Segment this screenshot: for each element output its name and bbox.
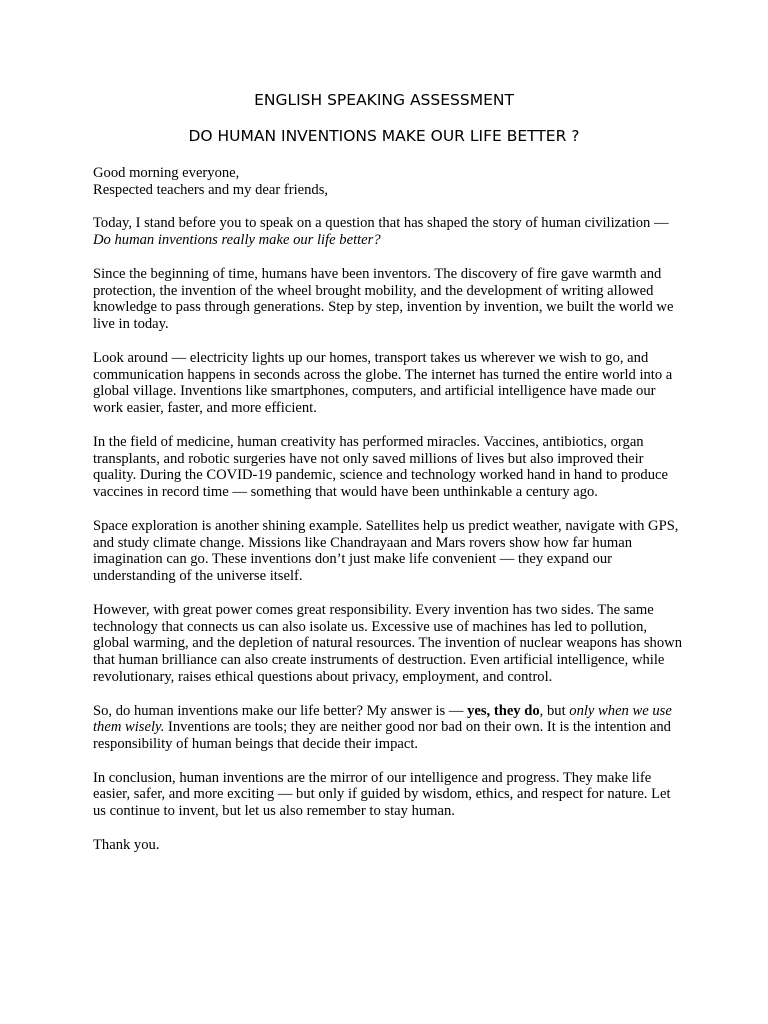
answer-italic: only when we use them wisely. <box>93 702 672 736</box>
paragraph-answer <box>93 703 683 753</box>
greeting-paragraph <box>93 165 683 199</box>
paragraph-intro-question: Do human inventions really make our life better? <box>93 232 381 249</box>
paragraph-intro-text: Today, I stand before you to speak on a question that has shaped the story of human civilization — <box>93 215 669 232</box>
closing-line: Thank you. <box>93 836 160 853</box>
answer-text-c: Inventions are tools; they are neither good nor bad on their own. It is the intention and responsibility of human beings that decide their impact. <box>93 719 671 753</box>
paragraph-space: Space exploration is another shining example. Satellites help us predict weather, navigate with GPS, and study climate change. Missions like Chandrayaan and Mars rovers show how far human imagination can go. These inventions don’t just make life convenient — they expand our understanding of the universe itself. <box>93 517 679 585</box>
answer-text-a: So, do human inventions make our life better? My answer is — <box>93 702 468 719</box>
greeting-line-2: Respected teachers and my dear friends, <box>93 181 329 198</box>
document-body <box>93 165 683 870</box>
paragraph-intro <box>93 215 683 249</box>
greeting-line-1: Good morning everyone, <box>93 165 240 181</box>
paragraph-everyday-life: Look around — electricity lights up our homes, transport takes us wherever we wish to go, and communication happens in seconds across the globe. The internet has turned the entire world into a global village. Inventions like smartphones, computers, and artificial intelligence have made our work easier, faster, and more efficient. <box>93 349 673 417</box>
paragraph-history: Since the beginning of time, humans have been inventors. The discovery of fire gave warmth and protection, the invention of the wheel brought mobility, and the development of writing allowed knowledge to pass through generations. Step by step, invention by invention, we built the world we live in today. <box>93 265 674 333</box>
answer-bold: yes, they do <box>467 702 540 719</box>
paragraph-medicine: In the field of medicine, human creativity has performed miracles. Vaccines, antibiotics, organ transplants, and robotic surgeries have not only saved millions of lives but also improved their quality. During the COVID-19 pandemic, science and technology worked hand in hand to produce vaccines in record time — something that would have been unthinkable a century ago. <box>93 433 668 501</box>
answer-text-b: , but <box>539 702 570 719</box>
document-subheading: DO HUMAN INVENTIONS MAKE OUR LIFE BETTER ? <box>188 127 580 145</box>
paragraph-conclusion: In conclusion, human inventions are the mirror of our intelligence and progress. They make life easier, safer, and more exciting — but only if guided by wisdom, ethics, and respect for nature. Let us continue to invent, but let us also remember to stay human. <box>93 769 671 820</box>
paragraph-responsibility: However, with great power comes great responsibility. Every invention has two sides. The same technology that connects us can also isolate us. Excessive use of machines has led to pollution, global warming, and the depletion of natural resources. The invention of nuclear weapons has shown that human brilliance can also create instruments of destruction. Even artificial intelligence, while revolutionary, raises ethical questions about privacy, employment, and control. <box>93 601 682 685</box>
document-heading: ENGLISH SPEAKING ASSESSMENT <box>254 91 514 109</box>
